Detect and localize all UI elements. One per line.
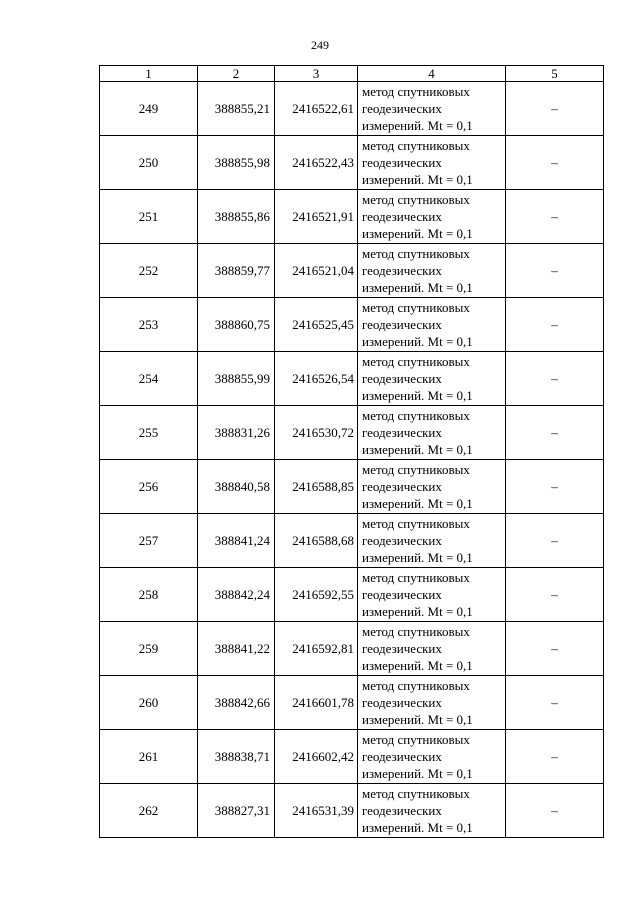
method-text-line: метод спутниковых [362, 624, 470, 639]
table-row [100, 460, 604, 514]
method-text-line: измерений. Mt = 0,1 [362, 442, 473, 457]
table-row [100, 568, 604, 622]
method-cell [358, 514, 506, 568]
x-coordinate-cell: 388842,24 [198, 568, 275, 622]
method-text-line: геодезических [362, 641, 442, 656]
note-cell: – [506, 82, 604, 136]
x-coordinate-cell: 388855,21 [198, 82, 275, 136]
method-text-line: геодезических [362, 263, 442, 278]
table-row [100, 352, 604, 406]
method-text-line: измерений. Mt = 0,1 [362, 550, 473, 565]
note-cell: – [506, 676, 604, 730]
note-cell: – [506, 568, 604, 622]
note-cell: – [506, 622, 604, 676]
y-coordinate-cell: 2416521,91 [275, 190, 358, 244]
point-number-cell: 253 [100, 298, 198, 352]
method-text-line: измерений. Mt = 0,1 [362, 658, 473, 673]
table-row [100, 82, 604, 136]
table-row [100, 676, 604, 730]
method-text-line: метод спутниковых [362, 408, 470, 423]
coordinates-table [99, 65, 604, 838]
point-number-cell: 256 [100, 460, 198, 514]
method-text-line: метод спутниковых [362, 462, 470, 477]
method-text-line: геодезических [362, 317, 442, 332]
point-number-cell: 257 [100, 514, 198, 568]
point-number-cell: 250 [100, 136, 198, 190]
method-text-line: измерений. Mt = 0,1 [362, 496, 473, 511]
method-text-line: геодезических [362, 695, 442, 710]
method-text-line: метод спутниковых [362, 678, 470, 693]
x-coordinate-cell: 388831,26 [198, 406, 275, 460]
method-text-line: измерений. Mt = 0,1 [362, 334, 473, 349]
point-number-cell: 252 [100, 244, 198, 298]
note-cell: – [506, 784, 604, 838]
method-cell [358, 352, 506, 406]
note-cell: – [506, 406, 604, 460]
table-body [100, 82, 604, 838]
method-text-line: геодезических [362, 101, 442, 116]
y-coordinate-cell: 2416601,78 [275, 676, 358, 730]
method-cell [358, 136, 506, 190]
y-coordinate-cell: 2416588,68 [275, 514, 358, 568]
x-coordinate-cell: 388855,86 [198, 190, 275, 244]
table-row [100, 136, 604, 190]
point-number-cell: 262 [100, 784, 198, 838]
y-coordinate-cell: 2416531,39 [275, 784, 358, 838]
y-coordinate-cell: 2416602,42 [275, 730, 358, 784]
method-text-line: метод спутниковых [362, 300, 470, 315]
table-row [100, 514, 604, 568]
note-cell: – [506, 298, 604, 352]
table-row [100, 244, 604, 298]
table-row [100, 298, 604, 352]
method-cell [358, 676, 506, 730]
method-text-line: геодезических [362, 533, 442, 548]
method-text-line: метод спутниковых [362, 84, 470, 99]
table-header-row [100, 66, 604, 82]
method-text-line: геодезических [362, 209, 442, 224]
method-text-line: геодезических [362, 479, 442, 494]
point-number-cell: 259 [100, 622, 198, 676]
method-text-line: метод спутниковых [362, 516, 470, 531]
note-cell: – [506, 190, 604, 244]
y-coordinate-cell: 2416592,81 [275, 622, 358, 676]
method-text-line: измерений. Mt = 0,1 [362, 712, 473, 727]
y-coordinate-cell: 2416530,72 [275, 406, 358, 460]
table-row [100, 406, 604, 460]
table-row [100, 730, 604, 784]
method-cell [358, 784, 506, 838]
x-coordinate-cell: 388838,71 [198, 730, 275, 784]
method-text-line: геодезических [362, 749, 442, 764]
method-cell [358, 406, 506, 460]
method-text-line: измерений. Mt = 0,1 [362, 172, 473, 187]
method-cell [358, 190, 506, 244]
x-coordinate-cell: 388841,22 [198, 622, 275, 676]
method-text-line: метод спутниковых [362, 786, 470, 801]
note-cell: – [506, 460, 604, 514]
column-header: 5 [506, 66, 604, 82]
note-cell: – [506, 514, 604, 568]
y-coordinate-cell: 2416522,61 [275, 82, 358, 136]
note-cell: – [506, 730, 604, 784]
column-header: 1 [100, 66, 198, 82]
table-row [100, 622, 604, 676]
table-row [100, 784, 604, 838]
y-coordinate-cell: 2416521,04 [275, 244, 358, 298]
x-coordinate-cell: 388859,77 [198, 244, 275, 298]
method-text-line: геодезических [362, 425, 442, 440]
column-header: 2 [198, 66, 275, 82]
method-text-line: геодезических [362, 803, 442, 818]
method-cell [358, 568, 506, 622]
method-text-line: измерений. Mt = 0,1 [362, 388, 473, 403]
point-number-cell: 258 [100, 568, 198, 622]
x-coordinate-cell: 388840,58 [198, 460, 275, 514]
page-number: 249 [311, 38, 329, 52]
y-coordinate-cell: 2416522,43 [275, 136, 358, 190]
note-cell: – [506, 352, 604, 406]
x-coordinate-cell: 388841,24 [198, 514, 275, 568]
method-cell [358, 244, 506, 298]
point-number-cell: 254 [100, 352, 198, 406]
method-text-line: измерений. Mt = 0,1 [362, 766, 473, 781]
point-number-cell: 251 [100, 190, 198, 244]
point-number-cell: 261 [100, 730, 198, 784]
method-text-line: метод спутниковых [362, 192, 470, 207]
x-coordinate-cell: 388827,31 [198, 784, 275, 838]
method-text-line: метод спутниковых [362, 732, 470, 747]
point-number-cell: 249 [100, 82, 198, 136]
x-coordinate-cell: 388860,75 [198, 298, 275, 352]
table-row [100, 190, 604, 244]
y-coordinate-cell: 2416588,85 [275, 460, 358, 514]
method-text-line: геодезических [362, 155, 442, 170]
column-header: 3 [275, 66, 358, 82]
column-header: 4 [358, 66, 506, 82]
method-text-line: измерений. Mt = 0,1 [362, 604, 473, 619]
method-text-line: метод спутниковых [362, 354, 470, 369]
method-text-line: геодезических [362, 587, 442, 602]
x-coordinate-cell: 388855,99 [198, 352, 275, 406]
y-coordinate-cell: 2416592,55 [275, 568, 358, 622]
note-cell: – [506, 136, 604, 190]
method-text-line: измерений. Mt = 0,1 [362, 226, 473, 241]
method-text-line: метод спутниковых [362, 246, 470, 261]
y-coordinate-cell: 2416526,54 [275, 352, 358, 406]
method-cell [358, 460, 506, 514]
method-text-line: измерений. Mt = 0,1 [362, 118, 473, 133]
point-number-cell: 255 [100, 406, 198, 460]
note-cell: – [506, 244, 604, 298]
method-text-line: метод спутниковых [362, 570, 470, 585]
method-text-line: измерений. Mt = 0,1 [362, 280, 473, 295]
x-coordinate-cell: 388855,98 [198, 136, 275, 190]
method-cell [358, 622, 506, 676]
method-text-line: метод спутниковых [362, 138, 470, 153]
y-coordinate-cell: 2416525,45 [275, 298, 358, 352]
method-cell [358, 730, 506, 784]
x-coordinate-cell: 388842,66 [198, 676, 275, 730]
method-text-line: геодезических [362, 371, 442, 386]
method-cell [358, 298, 506, 352]
method-cell [358, 82, 506, 136]
point-number-cell: 260 [100, 676, 198, 730]
method-text-line: измерений. Mt = 0,1 [362, 820, 473, 835]
